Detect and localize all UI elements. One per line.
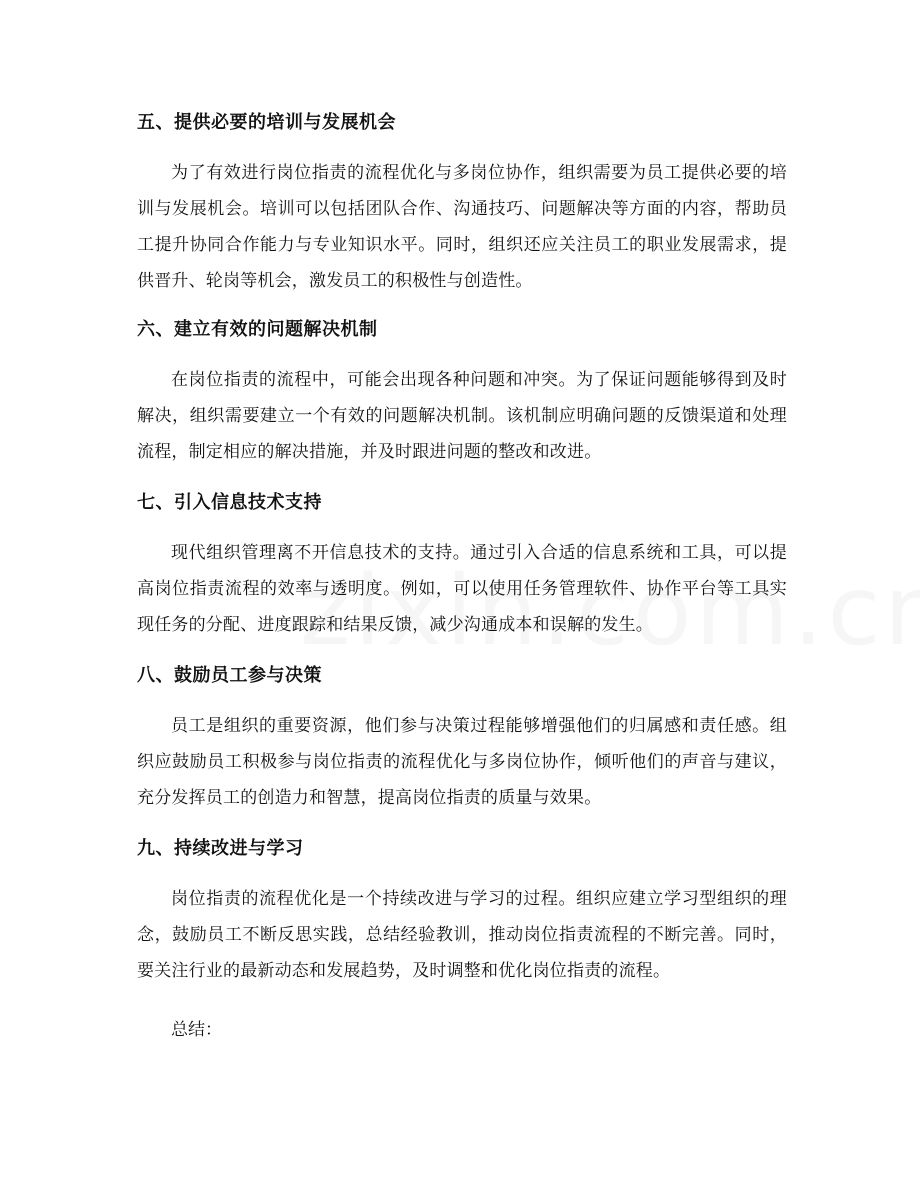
- section-heading-7: 七、引入信息技术支持: [137, 492, 322, 513]
- section-heading-8: 八、鼓励员工参与决策: [137, 665, 322, 686]
- section-heading-6: 六、建立有效的问题解决机制: [137, 319, 378, 340]
- section-paragraph-7: 现代组织管理离不开信息技术的支持。通过引入合适的信息系统和工具，可以提高岗位指责流程的效率与透明度。例如，可以使用任务管理软件、协作平台等工具实现任务的分配、进度跟踪和结果反馈，减少沟通成本和误解的发生。: [137, 543, 787, 635]
- section-paragraph-5: 为了有效进行岗位指责的流程优化与多岗位协作，组织需要为员工提供必要的培训与发展机会。培训可以包括团队合作、沟通技巧、问题解决等方面的内容，帮助员工提升协同合作能力与专业知识水平。同时，组织还应关注员工的职业发展需求，提供晋升、轮岗等机会，激发员工的积极性与创造性。: [137, 163, 787, 291]
- section-heading-9: 九、持续改进与学习: [137, 838, 304, 859]
- section-heading-5: 五、提供必要的培训与发展机会: [137, 112, 396, 133]
- section-paragraph-9: 岗位指责的流程优化是一个持续改进与学习的过程。组织应建立学习型组织的理念，鼓励员工不断反思实践，总结经验教训，推动岗位指责流程的不断完善。同时，要关注行业的最新动态和发展趋势，及时调整和优化岗位指责的流程。: [137, 889, 787, 981]
- summary-label: 总结：: [171, 1020, 222, 1040]
- section-paragraph-8: 员工是组织的重要资源，他们参与决策过程能够增强他们的归属感和责任感。组织应鼓励员工积极参与岗位指责的流程优化与多岗位协作，倾听他们的声音与建议，充分发挥员工的创造力和智慧，提高岗位指责的质量与效果。: [137, 716, 787, 808]
- section-paragraph-6: 在岗位指责的流程中，可能会出现各种问题和冲突。为了保证问题能够得到及时解决，组织需要建立一个有效的问题解决机制。该机制应明确问题的反馈渠道和处理流程，制定相应的解决措施，并及时跟进问题的整改和改进。: [137, 370, 787, 462]
